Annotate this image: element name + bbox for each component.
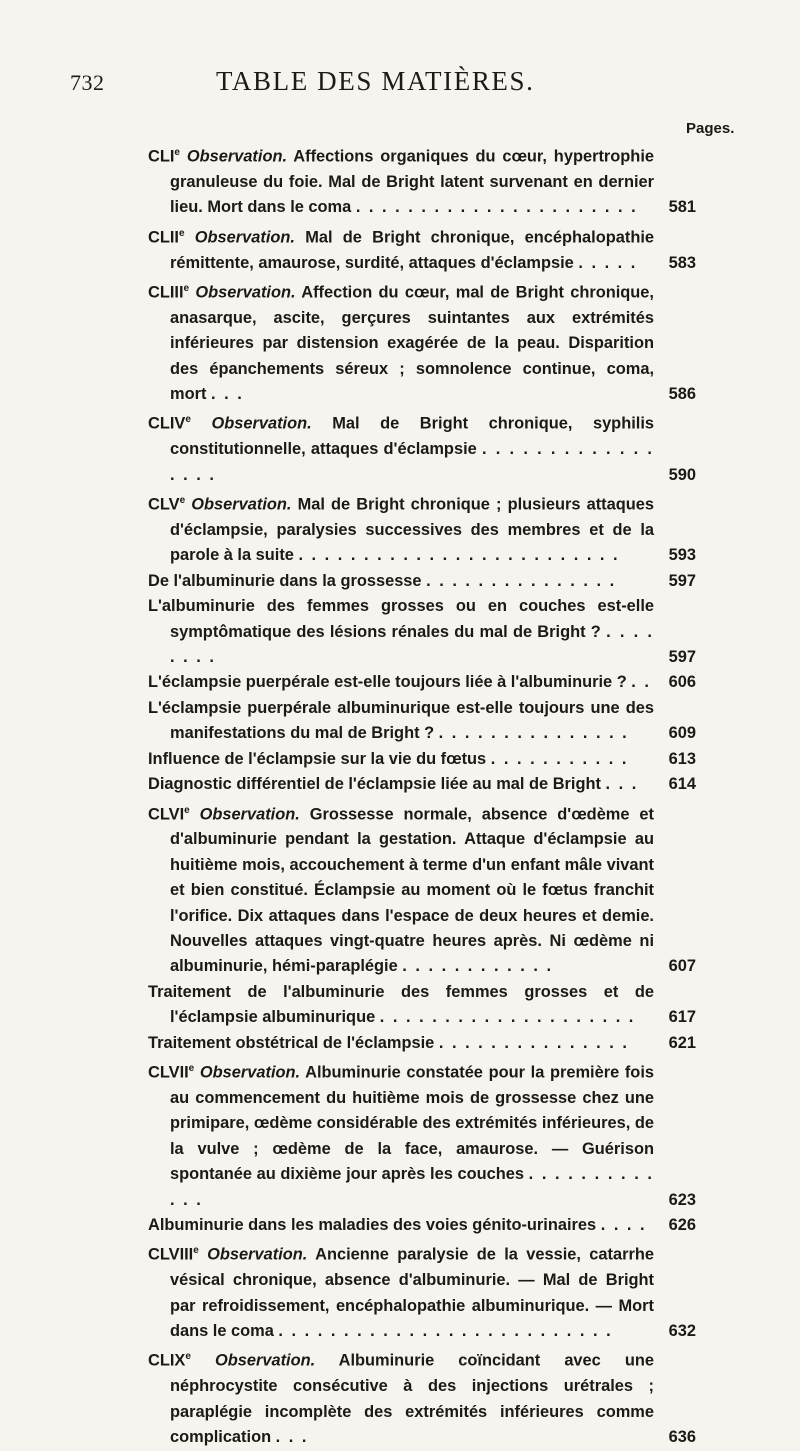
page-reference: 590 (668, 465, 696, 484)
toc-entry (148, 1031, 696, 1056)
page-reference: 617 (668, 1008, 696, 1027)
observation-label: Observation. (207, 1245, 308, 1264)
toc-entry (148, 1344, 696, 1450)
dot-leader: . . . (275, 1428, 309, 1447)
ordinal-suffix: e (185, 414, 191, 426)
entry-text: L'éclampsie puerpérale est-elle toujours liée à l'albuminurie ? (148, 673, 627, 692)
entry-text: L'albuminurie des femmes grosses ou en couches est-elle symptômatique des lésions rénales du mal de Bright ? (148, 597, 654, 641)
page-reference: 609 (668, 724, 696, 743)
dot-leader: . . . . (600, 1215, 647, 1234)
observation-number: CLIX (148, 1351, 186, 1370)
observation-number: CLV (148, 495, 180, 514)
entry-text: Diagnostic différentiel de l'éclampsie liée au mal de Bright (148, 775, 601, 794)
dot-leader: . . (631, 673, 651, 692)
observation-number: CLII (148, 228, 179, 247)
ordinal-suffix: e (179, 495, 186, 507)
page-reference: 636 (668, 1428, 696, 1447)
observation-label: Observation. (191, 495, 292, 514)
entry-text: Traitement obstétrical de l'éclampsie (148, 1033, 435, 1052)
toc-entry (148, 1056, 696, 1213)
table-of-contents (148, 140, 696, 1451)
page-reference: 632 (668, 1322, 696, 1341)
dot-leader: . . . . . . . . . . . . . . . . . . . . . . (355, 198, 638, 217)
page-reference: 593 (668, 546, 696, 565)
ordinal-suffix: e (193, 1245, 199, 1257)
entry-text: L'éclampsie puerpérale albuminurique est-elle toujours une des manifestations du mal de Bright ? (148, 698, 654, 743)
entry-text: Traitement de l'albuminurie des femmes grosses et de l'éclampsie albuminurique (148, 982, 654, 1027)
page-reference: 586 (668, 385, 696, 404)
page-reference: 581 (668, 198, 696, 217)
page-number: 732 (70, 70, 105, 95)
entry-text: Albuminurie dans les maladies des voies génito-urinaires (148, 1215, 597, 1234)
observation-number: CLI (148, 147, 175, 166)
entry-text: Mal de Bright chronique ; plusieurs attaques d'éclampsie, paralysies successives des membres et de la parole à la suite (170, 495, 654, 565)
entry-text: Affection du cœur, mal de Bright chronique, anasarque, ascite, gerçures suintantes aux extrémités inférieures par distension exagérée de la peau. Disparition des épanchements séreux ; somnolence continue, coma, mort (170, 283, 654, 404)
dot-leader: . . . . . . . . . . . . . . . . . (170, 440, 654, 484)
page-reference: 607 (668, 957, 696, 976)
entry-text: Mal de Bright chronique, encéphalopathie rémittente, amaurose, surdité, attaques d'éclampsie (170, 228, 655, 272)
dot-leader: . . . . . . . . (170, 622, 654, 667)
page-reference: 621 (668, 1033, 696, 1052)
toc-entry (148, 1213, 696, 1238)
toc-entry (148, 276, 696, 408)
dot-leader: . . . . . . . . . . . . (402, 957, 554, 976)
dot-leader: . . . . . . . . . . . (490, 749, 629, 768)
observation-label: Observation. (214, 1351, 316, 1370)
toc-entry (148, 221, 696, 276)
dot-leader: . . . . . . . . . . . . . . . . . . . . (379, 1008, 636, 1027)
toc-entry (148, 594, 696, 670)
ordinal-suffix: e (174, 147, 180, 158)
observation-label: Observation. (194, 228, 295, 247)
dot-leader: . . . . . . . . . . . . . . . (438, 1033, 629, 1052)
entry-text: Affections organiques du cœur, hypertrophie granuleuse du foie. Mal de Bright latent survenant en dernier lieu. Mort dans le coma (170, 147, 654, 217)
observation-label: Observation. (199, 804, 300, 823)
observation-number: CLIV (148, 414, 186, 433)
dot-leader: . . . . . . . . . . . . . . . (426, 571, 617, 590)
toc-entry (148, 798, 696, 980)
page-reference: 626 (668, 1215, 696, 1234)
ordinal-suffix: e (188, 1063, 195, 1075)
observation-number: CLIII (148, 283, 184, 302)
toc-entry (148, 696, 696, 747)
entry-text: Mal de Bright chronique, syphilis constitutionnelle, attaques d'éclampsie (170, 414, 654, 459)
dot-leader: . . . (211, 385, 244, 404)
dot-leader: . . . . . . . . . . . . . . . . . . . . . . . . . . (278, 1322, 613, 1341)
running-title: TABLE DES MATIÈRES. (216, 66, 535, 96)
page-reference: 623 (668, 1190, 696, 1209)
page-reference: 597 (668, 648, 696, 667)
page-reference: 583 (668, 253, 696, 272)
toc-entry (148, 488, 696, 569)
toc-entry (148, 980, 696, 1031)
ordinal-suffix: e (185, 1351, 191, 1363)
toc-entry (148, 1238, 696, 1344)
toc-entry (148, 772, 696, 797)
toc-entry (148, 407, 696, 488)
entry-text: De l'albuminurie dans la grossesse (148, 571, 422, 590)
ordinal-suffix: e (178, 227, 185, 239)
toc-entry (148, 569, 696, 594)
entry-text: Albuminurie constatée pour la première fois au commencement du huitième mois de grossesse chez une primipare, œdème considérable des extrémités inférieures, de la vulve ; œdème de la face, amaurose. — Guérison spontanée au dixième jour après les couches (170, 1063, 654, 1184)
dot-leader: . . . . . (578, 253, 638, 272)
pages-column-label: Pages. (686, 120, 735, 137)
ordinal-suffix: e (183, 282, 190, 294)
observation-label: Observation. (199, 1063, 301, 1082)
dot-leader: . . . . . . . . . . . . . . . . . . . . . . . . . (298, 546, 620, 565)
toc-entry (148, 747, 696, 772)
observation-label: Observation. (211, 414, 312, 433)
observation-label: Observation. (195, 283, 296, 302)
dot-leader: . . . . . . . . . . . . . . . (438, 724, 629, 743)
observation-number: CLVIII (148, 1245, 194, 1264)
entry-text: Influence de l'éclampsie sur la vie du fœtus (148, 749, 487, 768)
dot-leader: . . . . . . . . . . . . . (170, 1165, 654, 1209)
observation-label: Observation. (186, 147, 288, 166)
page-reference: 597 (668, 571, 696, 590)
page-reference: 606 (668, 673, 696, 692)
entry-text: Albuminurie coïncidant avec une néphrocystite consécutive à des injections urétrales ; paraplégie incomplète des extrémités inférieures comme complication (170, 1351, 654, 1447)
page-reference: 614 (668, 775, 696, 794)
toc-entry (148, 140, 696, 221)
observation-number: CLVI (148, 804, 185, 823)
dot-leader: . . . (605, 775, 639, 794)
toc-entry (148, 670, 696, 695)
entry-text: Grossesse normale, absence d'œdème et d'albuminurie pendant la gestation. Attaque d'éclampsie au huitième mois, accouchement à terme d'un enfant mâle vivant et bien constitué. Éclampsie au moment où le fœtus franchit l'orifice. Dix attaques dans l'espace de deux heures et demie. Nouvelles attaques vingt-quatre heures après. Ni œdème ni albuminurie, hémi-paraplégie (170, 804, 654, 976)
ordinal-suffix: e (184, 804, 190, 816)
observation-number: CLVII (148, 1063, 189, 1082)
page-reference: 613 (668, 749, 696, 768)
entry-text: Ancienne paralysie de la vessie, catarrhe vésical chronique, absence d'albuminurie. — Mal de Bright par refroidissement, encéphalopathie albuminurique. — Mort dans le coma (170, 1245, 654, 1341)
